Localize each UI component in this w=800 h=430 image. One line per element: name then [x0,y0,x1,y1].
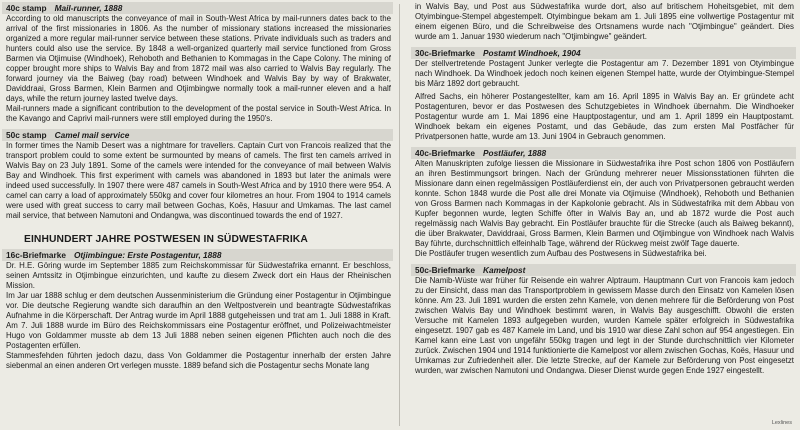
german-heading: EINHUNDERT JAHRE POSTWESEN IN SÜDWESTAFRIKA [24,234,308,245]
paragraph: Im Jar uar 1888 schlug er dem deutschen Aussenministerium die Gründung einer Postagentur in Otjimbingue vor. Die deutsche Regierung wandte sich daraufhin an den Weltpostverein und beantragte Südwestafrikas Aufnahme in die Körperschaft. Der Antrag wurde im April 1888 gutgeheissen und trat am 1. Juli 1888 in Kraft. Am 7. Juli 1888 wurde im Büro des Reichskommissars eine Postagentur eröffnet, und Polizeiwachtmeister Hugo von Goldammer musste ab dem 13 Juli 1888 neben seinen eigenen Pflichten auch noch die des Postagenten erfüllen. [6,291,391,350]
paragraph: Mail-runners made a significant contribution to the development of the postal service in South-West Africa. In the Kavango and Caprivi mail-runners were still employed during the 1950's. [6,104,391,123]
section-title-kamelpost: 50c-Briefmarke Kamelpost [411,264,796,276]
column-divider [399,4,400,426]
paragraph: Alfred Sachs, ein höherer Postangestellter, kam am 16. April 1895 in Walvis Bay an. Er gründete acht Postagenturen, bevor er das Postwesen des Schutzgebietes in Windhoek übernahm. Die Windhoeker Postagentur wurde am 1. Mai 1896 eine Hauptpostagentur, und am 1. April 1899 ein Hauptpostamt. Windhoek bekam ein eigenes Postamt, und das Gebäude, das zum ersten Mal Postfächer für Privatpersonen hatte, wurde am 13. Juni 1904 in Gebrauch genommen. [415,92,794,141]
paragraph: Der stellvertretende Postagent Junker verlegte die Postagentur am 7. Dezember 1891 von Otyimbingue nach Windhoek. Da Windhoek jedoch noch keinen eigenen Stempel hatte, wurde der Otyimbingue-Stempel bis März 1892 dort gebraucht. [415,59,794,88]
paragraph: In former times the Namib Desert was a nightmare for travellers. Captain Curt von Francois realized that the transport problem could to some extent be surmounted by means of camels. The first ten camels arrived in Walvis Bay on 23 July 1891. Some of the camels were intended for the conveyance of mail between Walvis Bay and Windhoek. This first experiment with camels was abandoned in 1893 but later the animals were indeed used successfully. In 1907 there were 487 camels in South-West Africa and by 1910 there were 954. A camel can carry a load of approximately 550kg and cover four kilometres an hour. From 1904 to 1914 camels were used with great success to carry mail between Gochas, Koës, Hasuur and Umkamas. The last camel mail service, that between Namutoni and Ondangwa, was discontinued towards the end of 1927. [6,141,391,220]
paragraph: Alten Manuskripten zufolge liessen die Missionare in Südwestafrika ihre Post schon 1806 von Postläufern an ihren Bestimmungsort bringen. Nach der Gründung mehrerer neuer Missionsstationen führten die Missionare dann einen regelmässigen Postläuferdienst ein, der auch von Privatpersonen gebraucht werden konnte. Schon 1848 wurde die Post alle drei Monate via Otjimuise (Windhoek), Rehoboth und Bethanien von Gross Barmen nach Kommagas in der Kapkolonie gebracht. Als in Südwestafrika mit dem Abbau von Kupfer begonnen wurde, legten Schiffe öfter in Walvis Bay an, und ab 1872 wurde die Post auch regelmässig nach Walvis Bay gebracht. Ein Postläufer brauchte für die Strecke (auch als Baiweg bekannt), die über Brakwater, Daviddraai, Gross Barmen, Klein Barmen und Otjimbingue von Windhoek nach Walvis Bay führte, durchschnittlich elfeinhalb Tage, während der Rückweg meist zwölf Tage dauerte. [415,159,794,248]
section-title-postamt-windhoek: 30c-Briefmarke Postamt Windhoek, 1904 [411,47,796,59]
section-title-otjimbingue: 16c-Briefmarke Otjimbingue: Erste Postagentur, 1888 [2,249,393,261]
paragraph: Dr. H.E. Göring wurde im September 1885 zum Reichskommissar für Südwestafrika ernannt. Er beschloss, seinen Amtssitz in Otjimbingue einzurichten, und kaufte zu diesem Zweck dort ein Haus der Rheinischen Mission. [6,261,391,290]
left-column [0,0,397,430]
paragraph: Stammesfehden führten jedoch dazu, dass Von Goldammer die Postagentur innerhalb der ersten Jahre siebenmal an einen anderen Ort verlegen musste. 1889 befand sich die Postagentur sechs Monate lang [6,351,391,370]
paragraph: Die Postläufer trugen wesentlich zum Aufbau des Postwesens in Südwestafrika bei. [415,249,707,258]
section-title-postlaeufer: 40c-Briefmarke Postläufer, 1888 [411,147,796,159]
paragraph: According to old manuscripts the conveyance of mail in South-West Africa by mail-runners dates back to the arrival of the first missionaries in 1806. As the number of missionary stations increased the missionaries organized a more regular mail-runner service between these stations. Private individuals such as traders and hunters could also use the service. By 1848 a well-organized quarterly mail service functioned from Gross Barmen via Otjimuise (Windhoek), Rehoboth and Bethanien to Kommagas in the Cape Colony. The mining of copper brought more ships to Walvis Bay and from 1872 mail was also carried to Walvis Bay regularly. The forward journey via the Baiweg (bay road) between Windhoek and Walvis Bay by way of Brakwater, Daviddraai, Gross Barmen, Klein Barmen and Otjimbingwe normally took a mail-runner eleven and a half days, while the return journey lasted twelve days. [6,14,391,103]
right-column [403,0,800,430]
paragraph: in Walvis Bay, und Post aus Südwestafrika wurde dort, also auf britischem Hoheitsgebiet, mit dem Otyimbingue-Stempel abgestempelt. Otyimbingue bekam am 1. Juli 1895 eine vollwertige Postagentur mit einem eigenen Büro, und die Schreibweise des Ortsnamens wurde nach "Otjimbingue" geändert. Dies wurde am 1. Januar 1930 wiederum nach "Otjimbingwe" geändert. [415,2,794,41]
section-title-camel-mail: 50c stamp Camel mail service [2,129,393,141]
credit-label: Lexlines [771,420,792,426]
section-title-mail-runner: 40c stamp Mail-runner, 1888 [2,2,393,14]
paragraph: Die Namib-Wüste war früher für Reisende ein wahrer Alptraum. Hauptmann Curt von Francois kam jedoch zu der Einsicht, dass man das Transportproblem in gewissem Masse durch den Einsatz von Kamelen lösen könne. Am 23. Juli 1891 wurden die ersten zehn Kamele, von denen mehrere für die Beförderung von Post zwischen Walvis Bay und Windhoek bestimmt waren, in Walvis Bay ausgeschifft. Obwohl die ersten Versuche mit Kamelen 1893 aufgegeben wurden, wurden Kamele später erfolgreich in Südwestafrika eingesetzt. 1907 gab es 487 Kamele im Land, und bis 1910 war diese Zahl schon auf 954 angestiegen. Ein Kamel kann eine Last von ungefähr 550kg tragen und legt in der Stunde durchschnittlich vier Kilometer zurück. Zwischen 1904 und 1914 funktionierte die Kamelpost vor allem zwischen Gochas, Koës, Hasuur und Umkamas zur Zufriedenheit aller. Die letzte Strecke, auf der Kamele zur Beförderung von Post eingesetzt wurden, war zwischen Namutoni und Ondangwa. Dieser Dienst wurde gegen Ende 1927 eingestellt. [415,276,794,375]
